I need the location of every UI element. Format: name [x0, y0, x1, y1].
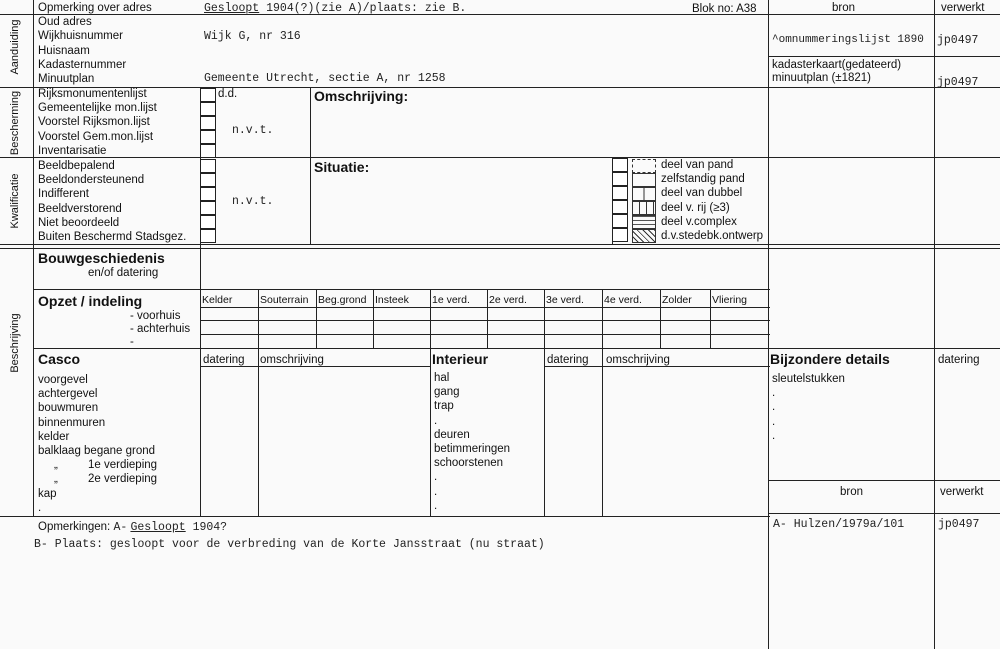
interieur-list	[434, 371, 510, 513]
bijzondere-item: .	[772, 429, 776, 442]
bron-row2-line1: kadasterkaart(gedateerd)	[772, 59, 902, 71]
checkbox[interactable]	[200, 173, 216, 187]
adres-note	[204, 2, 466, 15]
casco-item: balklaag begane grond	[38, 445, 156, 458]
bottom-verwerkt-header: verwerkt	[940, 486, 984, 498]
rule	[934, 0, 935, 649]
aanduiding-fields	[38, 1, 152, 86]
checkbox[interactable]	[200, 215, 216, 229]
rule	[258, 289, 259, 516]
casco-item: .	[38, 501, 42, 514]
opzet-col: Insteek	[375, 294, 409, 306]
complex-icon	[632, 215, 656, 229]
interieur-item: .	[434, 414, 438, 427]
kwalificatie-item: Beeldbepalend	[38, 160, 115, 172]
interieur-item: deuren	[434, 428, 470, 441]
bijzondere-item: .	[772, 415, 776, 428]
blok-nr: Blok no: A38	[692, 3, 757, 15]
checkbox[interactable]	[612, 228, 628, 242]
dubbel-pand-icon	[632, 187, 656, 201]
field-label: Huisnaam	[38, 44, 90, 57]
opzet-row: -	[130, 336, 134, 348]
field-label: Wijkhuisnummer	[38, 30, 123, 43]
opmerkingen-line2: B- Plaats: gesloopt voor de verbreding van de Korte Jansstraat (nu straat)	[34, 538, 545, 551]
bescherming-item: Voorstel Rijksmon.lijst	[38, 116, 150, 129]
field-label: Minuutplan	[38, 73, 95, 86]
checkbox[interactable]	[200, 116, 216, 130]
omschrijving-label: Omschrijving:	[314, 88, 409, 104]
bescherming-item: Voorstel Gem.mon.lijst	[38, 130, 154, 143]
interieur-item: .	[434, 499, 438, 512]
rule	[0, 248, 1000, 249]
casco-item: kap	[38, 487, 57, 500]
checkbox[interactable]	[612, 186, 628, 200]
bijzondere-list	[772, 372, 845, 443]
rule	[487, 289, 488, 348]
kwalificatie-nvt: n.v.t.	[232, 195, 274, 208]
rule	[33, 348, 1000, 349]
checkbox[interactable]	[200, 229, 216, 243]
bouwgeschiedenis-title: Bouwgeschiedenis	[38, 250, 165, 266]
bijzondere-item: .	[772, 387, 776, 400]
bescherming-item: Inventarisatie	[38, 144, 107, 157]
interieur-item: schoorstenen	[434, 457, 504, 470]
bescherming-item: Gemeentelijke mon.lijst	[38, 102, 157, 115]
rule	[602, 289, 603, 516]
verwerkt-row1: jp0497	[937, 34, 979, 47]
situatie-options	[661, 158, 763, 243]
situatie-option: d.v.stedebk.ontwerp	[661, 230, 764, 243]
opzet-col: Souterrain	[260, 294, 309, 306]
interieur-item: hal	[434, 372, 450, 384]
bijzondere-item: .	[772, 401, 776, 414]
rule	[544, 289, 545, 348]
situatie-option: zelfstandig pand	[661, 173, 745, 186]
checkbox[interactable]	[200, 159, 216, 173]
opmerkingen-a-rest: 1904?	[185, 521, 228, 534]
dd-label: d.d.	[218, 88, 238, 100]
interieur-item: .	[434, 471, 438, 484]
bottom-bron-header: bron	[840, 486, 864, 498]
bijzondere-title: Bijzondere details	[770, 351, 890, 367]
rule	[0, 516, 770, 517]
adres-note-rest: 1904(?)(zie A)/plaats: zie B.	[259, 2, 467, 15]
bescherming-item: Rijksmonumentenlijst	[38, 88, 147, 100]
verwerkt-header: verwerkt	[941, 2, 985, 14]
opzet-row: - voorhuis	[130, 310, 181, 322]
rij-pand-icon	[632, 201, 656, 215]
bouwgeschiedenis-sub: en/of datering	[88, 267, 159, 279]
opzet-col: Vliering	[712, 294, 748, 306]
minuutplan-value: Gemeente Utrecht, sectie A, nr 1258	[204, 72, 446, 85]
bescherming-nvt: n.v.t.	[232, 124, 274, 137]
bron-row2-line2: minuutplan (±1821)	[772, 72, 872, 84]
rule	[373, 289, 374, 348]
kwalificatie-list	[38, 159, 186, 244]
kwalificatie-item: Niet beoordeeld	[38, 216, 120, 229]
opzet-col: 4e verd.	[604, 294, 642, 306]
bottom-verwerkt-value: jp0497	[938, 518, 980, 531]
rule	[768, 513, 1000, 514]
bottom-bron-value: A- Hulzen/1979a/101	[773, 518, 905, 531]
interieur-omschrijving: omschrijving	[606, 354, 670, 366]
casco-item-verd2	[38, 472, 157, 486]
opzet-col: Zolder	[662, 294, 692, 306]
casco-item: kelder	[38, 430, 70, 443]
checkbox[interactable]	[612, 172, 628, 186]
checkbox[interactable]	[612, 214, 628, 228]
casco-item: bouwmuren	[38, 402, 99, 415]
situatie-option: deel van dubbel	[661, 187, 743, 200]
deel-van-pand-icon	[632, 159, 656, 173]
verd2-label: 2e verdieping	[88, 473, 158, 486]
opmerkingen-label: Opmerkingen:	[38, 521, 111, 533]
opzet-col: 3e verd.	[546, 294, 584, 306]
interieur-title: Interieur	[432, 351, 489, 367]
casco-item: binnenmuren	[38, 416, 106, 429]
verwerkt-row2: jp0497	[937, 76, 979, 89]
rule	[544, 348, 545, 516]
ditto-mark: „	[54, 459, 58, 472]
interieur-item: trap	[434, 400, 454, 413]
ditto-mark: „	[54, 473, 58, 486]
checkbox[interactable]	[200, 88, 216, 102]
kwalificatie-item: Buiten Beschermd Stadsgez.	[38, 231, 187, 244]
side-label-bescherming: Bescherming	[9, 90, 21, 156]
side-label-beschrijving: Beschrijving	[9, 313, 21, 373]
adres-note-prefix: Gesloopt	[204, 2, 260, 15]
checkbox[interactable]	[200, 102, 216, 116]
kwalificatie-item: Beeldverstorend	[38, 202, 122, 215]
casco-title: Casco	[38, 351, 81, 367]
opmerkingen-a-under: Gesloopt	[130, 521, 186, 534]
stedebouwkundig-ontwerp-icon	[632, 229, 656, 243]
rule	[768, 480, 1000, 481]
checkbox[interactable]	[200, 187, 216, 201]
opmerkingen-a-prefix: A-	[113, 521, 128, 534]
rule	[200, 320, 770, 321]
opzet-title: Opzet / indeling	[38, 293, 143, 309]
opzet-col: 2e verd.	[489, 294, 527, 306]
bijzondere-datering: datering	[938, 354, 980, 366]
rule	[768, 56, 1000, 57]
casco-item: achtergevel	[38, 388, 98, 401]
field-label: Oud adres	[38, 16, 92, 29]
opzet-col: Kelder	[202, 294, 233, 306]
bron-row1: ^omnummeringslijst 1890	[772, 34, 924, 46]
opmerkingen-line1	[38, 520, 227, 535]
rule	[430, 289, 431, 516]
situatie-option: deel v. rij (≥3)	[661, 201, 730, 214]
opzet-col: Beg.grond	[318, 294, 367, 306]
checkbox[interactable]	[200, 201, 216, 215]
situatie-option: deel van pand	[661, 159, 734, 171]
rule	[310, 87, 311, 244]
side-label-aanduiding: Aanduiding	[9, 19, 21, 75]
rule	[660, 289, 661, 348]
checkbox[interactable]	[200, 144, 216, 158]
situatie-option: deel v.complex	[661, 215, 737, 228]
bijzondere-item: sleutelstukken	[772, 373, 845, 385]
field-label: Opmerking over adres	[38, 2, 152, 14]
casco-item-verd1	[38, 458, 157, 472]
side-label-kwalificatie: Kwalificatie	[9, 173, 21, 229]
interieur-datering: datering	[547, 354, 589, 366]
kwalificatie-item: Beeldondersteunend	[38, 174, 145, 187]
casco-omschrijving: omschrijving	[260, 354, 324, 366]
bron-header: bron	[832, 2, 856, 14]
checkbox[interactable]	[612, 200, 628, 214]
field-label: Kadasternummer	[38, 58, 127, 71]
casco-list	[38, 373, 157, 515]
opzet-col: 1e verd.	[432, 294, 470, 306]
bescherming-list	[38, 87, 157, 158]
interieur-item: gang	[434, 386, 460, 399]
casco-item: voorgevel	[38, 374, 88, 386]
checkbox[interactable]	[612, 158, 628, 172]
zelfstandig-pand-icon	[632, 173, 656, 187]
verd1-label: 1e verdieping	[88, 459, 158, 472]
rule	[316, 289, 317, 348]
casco-datering: datering	[203, 354, 245, 366]
situatie-label: Situatie:	[314, 159, 370, 175]
wijkhuisnummer-value: Wijk G, nr 316	[204, 30, 301, 43]
interieur-item: betimmeringen	[434, 443, 511, 456]
rule	[200, 307, 770, 308]
opzet-row: - achterhuis	[130, 323, 191, 335]
rule	[33, 0, 34, 516]
checkbox[interactable]	[200, 130, 216, 144]
rule	[200, 334, 770, 335]
interieur-item: .	[434, 485, 438, 498]
rule	[710, 289, 711, 348]
rule	[768, 0, 769, 649]
kwalificatie-item: Indifferent	[38, 188, 89, 201]
